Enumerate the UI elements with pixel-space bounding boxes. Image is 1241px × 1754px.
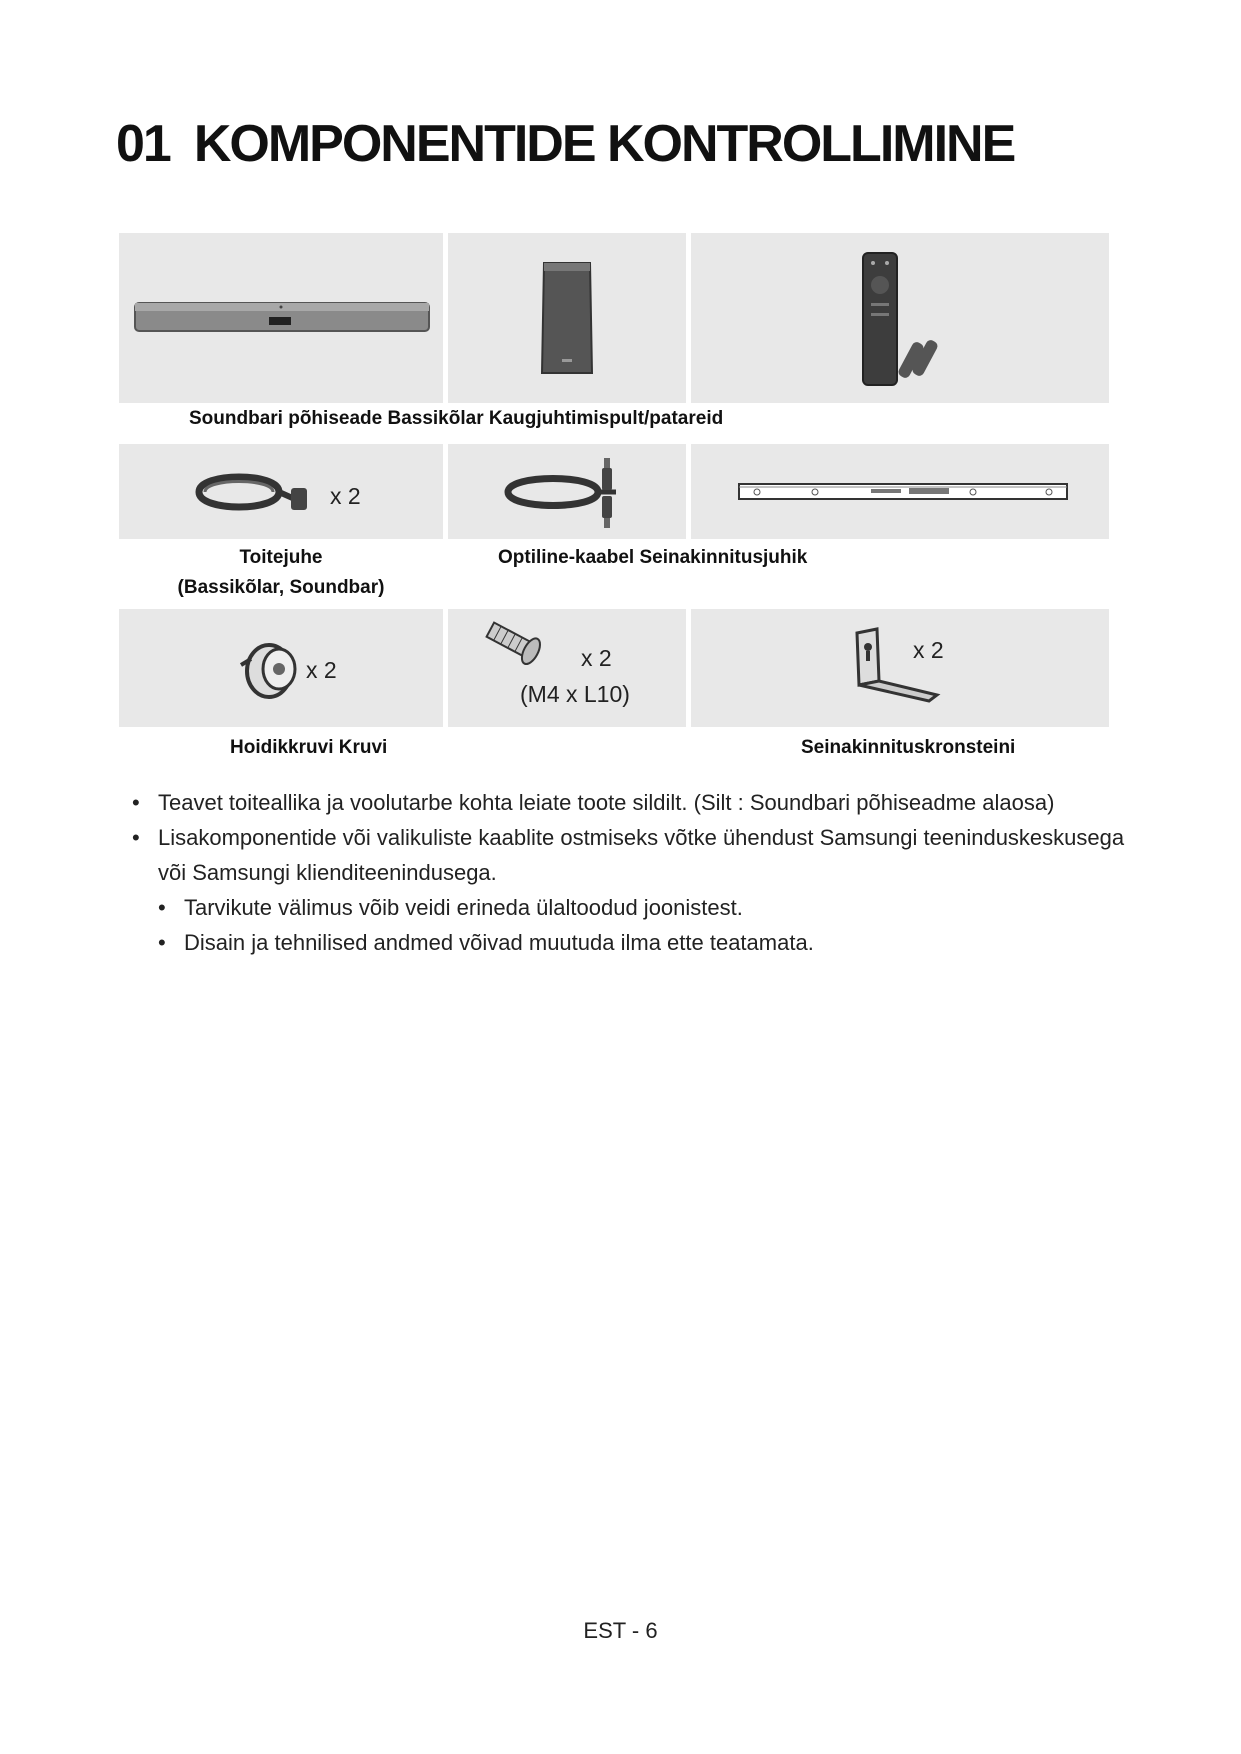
subwoofer-icon bbox=[448, 233, 686, 403]
wall-mount-guide-icon bbox=[691, 444, 1109, 539]
power-cord-icon bbox=[119, 444, 443, 539]
holder-screw-and-screw-label: Hoidikkruvi Kruvi bbox=[230, 737, 388, 758]
section-title: KOMPONENTIDE KONTROLLIMINE bbox=[193, 115, 1015, 173]
note-item: • Lisakomponentide või valikuliste kaablite ostmiseks võtke ühendust Samsungi teeninduskeskusega või Samsungi klienditeenindusega. bbox=[128, 820, 1148, 890]
power-cord-sublabel: (Bassikõlar, Soundbar) bbox=[177, 577, 385, 598]
holder-screw-image-cell bbox=[119, 609, 443, 727]
soundbar-image-cell bbox=[119, 233, 443, 403]
power-cord-image-cell bbox=[119, 444, 443, 539]
wall-bracket-label: Seinakinnituskronsteini bbox=[801, 737, 1016, 758]
remote-image-cell bbox=[691, 233, 1109, 403]
page-number: EST - 6 bbox=[583, 1618, 658, 1643]
section-number: 01 bbox=[116, 115, 170, 173]
optical-cable-image-cell bbox=[448, 444, 686, 539]
holder-screw-quantity: x 2 bbox=[306, 657, 337, 683]
wall-bracket-image-cell bbox=[691, 609, 1109, 727]
holder-screw-icon bbox=[119, 609, 443, 727]
optical-and-wall-guide-label: Optiline-kaabel Seinakinnitusjuhik bbox=[498, 547, 808, 568]
optical-cable-icon bbox=[448, 444, 686, 539]
subwoofer-image-cell bbox=[448, 233, 686, 403]
wall-bracket-icon bbox=[691, 609, 1109, 727]
row1-component-labels: Soundbari põhiseade Bassikõlar Kaugjuhtimispult/patareid bbox=[189, 408, 724, 429]
note-item: • Disain ja tehnilised andmed võivad muutuda ilma ette teatamata. bbox=[154, 925, 1148, 960]
page-title bbox=[116, 115, 1015, 173]
screw-quantity: x 2 bbox=[581, 645, 612, 671]
screw-size: (M4 x L10) bbox=[520, 681, 630, 707]
note-item: • Teavet toiteallika ja voolutarbe kohta leiate toote sildilt. (Silt : Soundbari põhiseadme alaosa) bbox=[128, 785, 1148, 820]
power-cord-quantity: x 2 bbox=[330, 483, 361, 509]
screw-image-cell bbox=[448, 609, 686, 727]
power-cord-label: Toitejuhe bbox=[239, 547, 323, 568]
screw-icon bbox=[448, 609, 686, 727]
note-item: • Tarvikute välimus võib veidi erineda ülaltoodud joonistest. bbox=[154, 890, 1148, 925]
batteries-icon bbox=[897, 338, 939, 379]
wall-bracket-quantity: x 2 bbox=[913, 637, 944, 663]
soundbar-icon bbox=[119, 233, 443, 403]
remote-control-icon bbox=[691, 233, 1109, 403]
wall-mount-guide-image-cell bbox=[691, 444, 1109, 539]
notes-list bbox=[128, 785, 1148, 960]
